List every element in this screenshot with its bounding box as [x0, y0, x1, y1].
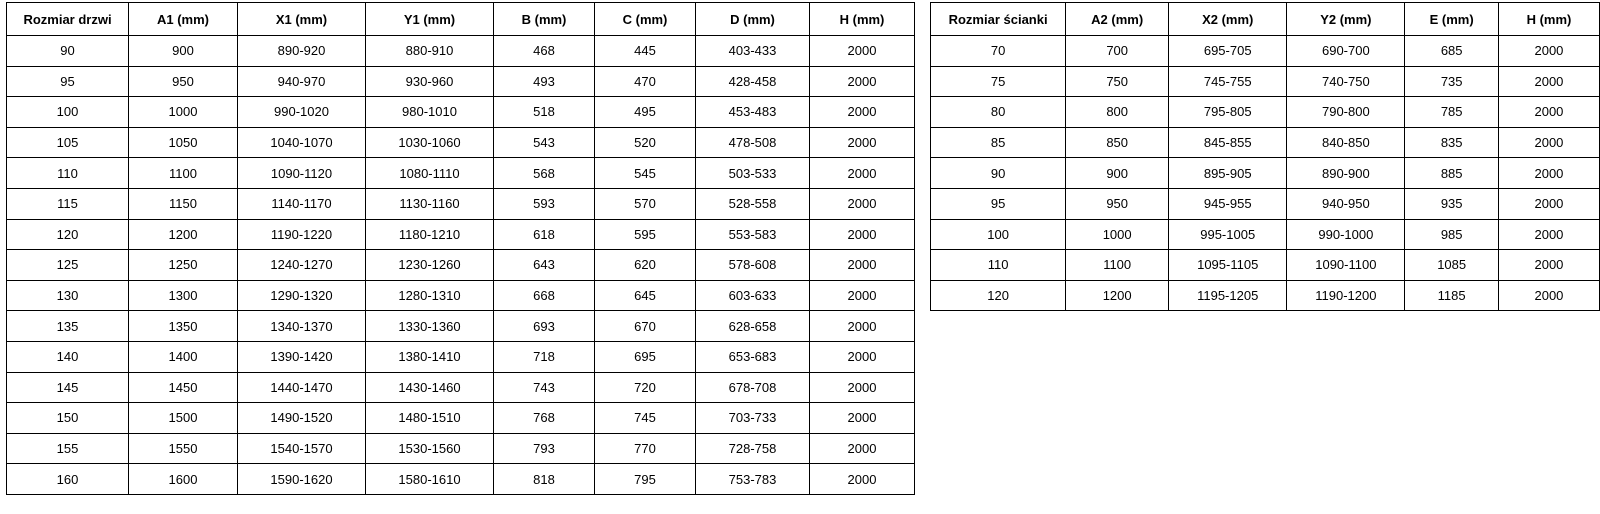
cell-b: 543 [494, 127, 595, 158]
cell-x1: 1440-1470 [238, 372, 366, 403]
cell-a1: 1550 [129, 433, 238, 464]
cell-x1: 1040-1070 [238, 127, 366, 158]
cell-y1: 1430-1460 [366, 372, 494, 403]
table-row [931, 188, 1600, 219]
cell-y2: 1190-1200 [1287, 280, 1405, 311]
cell-a1: 1000 [129, 97, 238, 128]
cell-b: 818 [494, 464, 595, 495]
cell-c: 645 [595, 280, 696, 311]
cell-x2: 1095-1105 [1169, 250, 1287, 281]
cell-a2: 950 [1066, 188, 1169, 219]
walls-table-body [931, 36, 1600, 311]
cell-wall-size: 80 [931, 97, 1066, 128]
cell-door-size: 110 [7, 158, 129, 189]
cell-b: 643 [494, 250, 595, 281]
table-row [7, 219, 915, 250]
cell-x1: 1540-1570 [238, 433, 366, 464]
table-row [931, 158, 1600, 189]
column-header-c: C (mm) [595, 3, 696, 36]
table-row [7, 280, 915, 311]
cell-y1: 1330-1360 [366, 311, 494, 342]
cell-x1: 1090-1120 [238, 158, 366, 189]
cell-wall-size: 100 [931, 219, 1066, 250]
cell-b: 743 [494, 372, 595, 403]
cell-e: 1085 [1405, 250, 1498, 281]
cell-a1: 1350 [129, 311, 238, 342]
cell-d: 528-558 [696, 188, 810, 219]
cell-x1: 1240-1270 [238, 250, 366, 281]
table-row [931, 280, 1600, 311]
table-row [931, 97, 1600, 128]
cell-d: 753-783 [696, 464, 810, 495]
doors-table-head [7, 3, 915, 36]
cell-h: 2000 [810, 341, 915, 372]
table-header-row [931, 3, 1600, 36]
cell-wall-size: 95 [931, 188, 1066, 219]
table-header-row [7, 3, 915, 36]
table-row [931, 66, 1600, 97]
cell-door-size: 90 [7, 36, 129, 67]
cell-a1: 1200 [129, 219, 238, 250]
cell-b: 593 [494, 188, 595, 219]
cell-a2: 800 [1066, 97, 1169, 128]
cell-b: 718 [494, 341, 595, 372]
cell-c: 570 [595, 188, 696, 219]
cell-e: 935 [1405, 188, 1498, 219]
cell-y1: 1080-1110 [366, 158, 494, 189]
cell-c: 720 [595, 372, 696, 403]
table-row [7, 433, 915, 464]
cell-a1: 1150 [129, 188, 238, 219]
table-row [7, 66, 915, 97]
column-header-x2: X2 (mm) [1169, 3, 1287, 36]
table-row [7, 464, 915, 495]
cell-x2: 995-1005 [1169, 219, 1287, 250]
cell-door-size: 160 [7, 464, 129, 495]
cell-b: 768 [494, 403, 595, 434]
table-row [931, 36, 1600, 67]
cell-h: 2000 [810, 188, 915, 219]
cell-c: 620 [595, 250, 696, 281]
cell-y1: 930-960 [366, 66, 494, 97]
cell-e: 985 [1405, 219, 1498, 250]
cell-h: 2000 [1498, 97, 1599, 128]
cell-a2: 1200 [1066, 280, 1169, 311]
cell-h: 2000 [1498, 280, 1599, 311]
cell-h: 2000 [810, 250, 915, 281]
cell-e: 735 [1405, 66, 1498, 97]
cell-c: 745 [595, 403, 696, 434]
cell-h: 2000 [1498, 36, 1599, 67]
cell-x2: 945-955 [1169, 188, 1287, 219]
cell-y1: 1580-1610 [366, 464, 494, 495]
cell-b: 693 [494, 311, 595, 342]
column-header-h: H (mm) [810, 3, 915, 36]
cell-wall-size: 70 [931, 36, 1066, 67]
column-header-b: B (mm) [494, 3, 595, 36]
cell-d: 403-433 [696, 36, 810, 67]
cell-y2: 990-1000 [1287, 219, 1405, 250]
cell-wall-size: 85 [931, 127, 1066, 158]
cell-d: 453-483 [696, 97, 810, 128]
cell-a1: 1100 [129, 158, 238, 189]
column-header-a2: A2 (mm) [1066, 3, 1169, 36]
cell-door-size: 100 [7, 97, 129, 128]
cell-a1: 1500 [129, 403, 238, 434]
cell-h: 2000 [1498, 188, 1599, 219]
cell-y1: 880-910 [366, 36, 494, 67]
cell-h: 2000 [810, 66, 915, 97]
cell-d: 553-583 [696, 219, 810, 250]
cell-door-size: 145 [7, 372, 129, 403]
cell-d: 578-608 [696, 250, 810, 281]
cell-e: 785 [1405, 97, 1498, 128]
cell-b: 493 [494, 66, 595, 97]
cell-b: 618 [494, 219, 595, 250]
column-header-h: H (mm) [1498, 3, 1599, 36]
cell-x1: 1590-1620 [238, 464, 366, 495]
cell-a1: 1400 [129, 341, 238, 372]
cell-b: 668 [494, 280, 595, 311]
cell-x2: 745-755 [1169, 66, 1287, 97]
walls-table-head [931, 3, 1600, 36]
cell-x1: 1140-1170 [238, 188, 366, 219]
cell-c: 545 [595, 158, 696, 189]
cell-d: 478-508 [696, 127, 810, 158]
cell-wall-size: 75 [931, 66, 1066, 97]
table-row [7, 127, 915, 158]
table-row [7, 158, 915, 189]
cell-y1: 980-1010 [366, 97, 494, 128]
walls-table-container [930, 2, 1600, 311]
cell-h: 2000 [810, 280, 915, 311]
cell-door-size: 135 [7, 311, 129, 342]
cell-h: 2000 [810, 127, 915, 158]
cell-y1: 1030-1060 [366, 127, 494, 158]
cell-c: 445 [595, 36, 696, 67]
cell-c: 495 [595, 97, 696, 128]
cell-x1: 1190-1220 [238, 219, 366, 250]
cell-d: 628-658 [696, 311, 810, 342]
cell-h: 2000 [810, 219, 915, 250]
cell-d: 728-758 [696, 433, 810, 464]
cell-h: 2000 [1498, 219, 1599, 250]
cell-y1: 1380-1410 [366, 341, 494, 372]
cell-door-size: 140 [7, 341, 129, 372]
table-row [7, 97, 915, 128]
table-row [7, 311, 915, 342]
table-row [7, 250, 915, 281]
cell-e: 835 [1405, 127, 1498, 158]
cell-x1: 990-1020 [238, 97, 366, 128]
cell-h: 2000 [810, 97, 915, 128]
cell-b: 568 [494, 158, 595, 189]
cell-c: 595 [595, 219, 696, 250]
cell-a1: 1300 [129, 280, 238, 311]
cell-c: 670 [595, 311, 696, 342]
cell-a2: 700 [1066, 36, 1169, 67]
table-row [7, 36, 915, 67]
cell-door-size: 95 [7, 66, 129, 97]
cell-y2: 1090-1100 [1287, 250, 1405, 281]
table-row [7, 341, 915, 372]
cell-x1: 890-920 [238, 36, 366, 67]
column-header-x1: X1 (mm) [238, 3, 366, 36]
table-row [931, 219, 1600, 250]
column-header-door-size: Rozmiar drzwi [7, 3, 129, 36]
cell-door-size: 115 [7, 188, 129, 219]
cell-wall-size: 120 [931, 280, 1066, 311]
cell-a2: 850 [1066, 127, 1169, 158]
cell-x2: 1195-1205 [1169, 280, 1287, 311]
cell-e: 885 [1405, 158, 1498, 189]
cell-b: 518 [494, 97, 595, 128]
cell-d: 703-733 [696, 403, 810, 434]
cell-door-size: 155 [7, 433, 129, 464]
cell-a1: 900 [129, 36, 238, 67]
cell-x2: 695-705 [1169, 36, 1287, 67]
cell-h: 2000 [810, 311, 915, 342]
cell-x2: 845-855 [1169, 127, 1287, 158]
cell-y1: 1480-1510 [366, 403, 494, 434]
cell-d: 603-633 [696, 280, 810, 311]
cell-h: 2000 [810, 36, 915, 67]
cell-a2: 900 [1066, 158, 1169, 189]
cell-b: 468 [494, 36, 595, 67]
cell-y2: 890-900 [1287, 158, 1405, 189]
column-header-e: E (mm) [1405, 3, 1498, 36]
cell-e: 1185 [1405, 280, 1498, 311]
cell-h: 2000 [810, 372, 915, 403]
doors-table-body [7, 36, 915, 495]
cell-y1: 1280-1310 [366, 280, 494, 311]
cell-h: 2000 [1498, 158, 1599, 189]
cell-door-size: 125 [7, 250, 129, 281]
cell-a1: 1250 [129, 250, 238, 281]
cell-a1: 1050 [129, 127, 238, 158]
cell-e: 685 [1405, 36, 1498, 67]
cell-x2: 795-805 [1169, 97, 1287, 128]
cell-a2: 1000 [1066, 219, 1169, 250]
column-header-y1: Y1 (mm) [366, 3, 494, 36]
cell-h: 2000 [810, 464, 915, 495]
cell-a2: 1100 [1066, 250, 1169, 281]
cell-h: 2000 [1498, 127, 1599, 158]
cell-y1: 1230-1260 [366, 250, 494, 281]
cell-a1: 1600 [129, 464, 238, 495]
cell-d: 503-533 [696, 158, 810, 189]
table-row [7, 403, 915, 434]
cell-x1: 1490-1520 [238, 403, 366, 434]
cell-y1: 1180-1210 [366, 219, 494, 250]
cell-wall-size: 110 [931, 250, 1066, 281]
cell-d: 678-708 [696, 372, 810, 403]
cell-h: 2000 [1498, 250, 1599, 281]
cell-d: 653-683 [696, 341, 810, 372]
cell-door-size: 105 [7, 127, 129, 158]
cell-c: 470 [595, 66, 696, 97]
table-row [7, 372, 915, 403]
table-row [931, 250, 1600, 281]
column-header-d: D (mm) [696, 3, 810, 36]
cell-h: 2000 [810, 403, 915, 434]
cell-y1: 1530-1560 [366, 433, 494, 464]
cell-c: 770 [595, 433, 696, 464]
doors-table-container [6, 2, 915, 495]
cell-d: 428-458 [696, 66, 810, 97]
cell-y1: 1130-1160 [366, 188, 494, 219]
cell-x2: 895-905 [1169, 158, 1287, 189]
column-header-y2: Y2 (mm) [1287, 3, 1405, 36]
cell-y2: 790-800 [1287, 97, 1405, 128]
cell-h: 2000 [810, 433, 915, 464]
cell-y2: 690-700 [1287, 36, 1405, 67]
cell-c: 520 [595, 127, 696, 158]
cell-x1: 1290-1320 [238, 280, 366, 311]
table-row [931, 127, 1600, 158]
cell-c: 695 [595, 341, 696, 372]
cell-y2: 940-950 [1287, 188, 1405, 219]
wall-size-table [930, 2, 1600, 311]
column-header-a1: A1 (mm) [129, 3, 238, 36]
cell-a2: 750 [1066, 66, 1169, 97]
cell-door-size: 150 [7, 403, 129, 434]
cell-x1: 940-970 [238, 66, 366, 97]
cell-h: 2000 [810, 158, 915, 189]
column-header-wall-size: Rozmiar ścianki [931, 3, 1066, 36]
cell-b: 793 [494, 433, 595, 464]
cell-door-size: 130 [7, 280, 129, 311]
cell-door-size: 120 [7, 219, 129, 250]
cell-x1: 1340-1370 [238, 311, 366, 342]
cell-y2: 840-850 [1287, 127, 1405, 158]
cell-h: 2000 [1498, 66, 1599, 97]
cell-a1: 1450 [129, 372, 238, 403]
table-row [7, 188, 915, 219]
door-size-table [6, 2, 915, 495]
cell-x1: 1390-1420 [238, 341, 366, 372]
cell-wall-size: 90 [931, 158, 1066, 189]
cell-a1: 950 [129, 66, 238, 97]
cell-y2: 740-750 [1287, 66, 1405, 97]
cell-c: 795 [595, 464, 696, 495]
